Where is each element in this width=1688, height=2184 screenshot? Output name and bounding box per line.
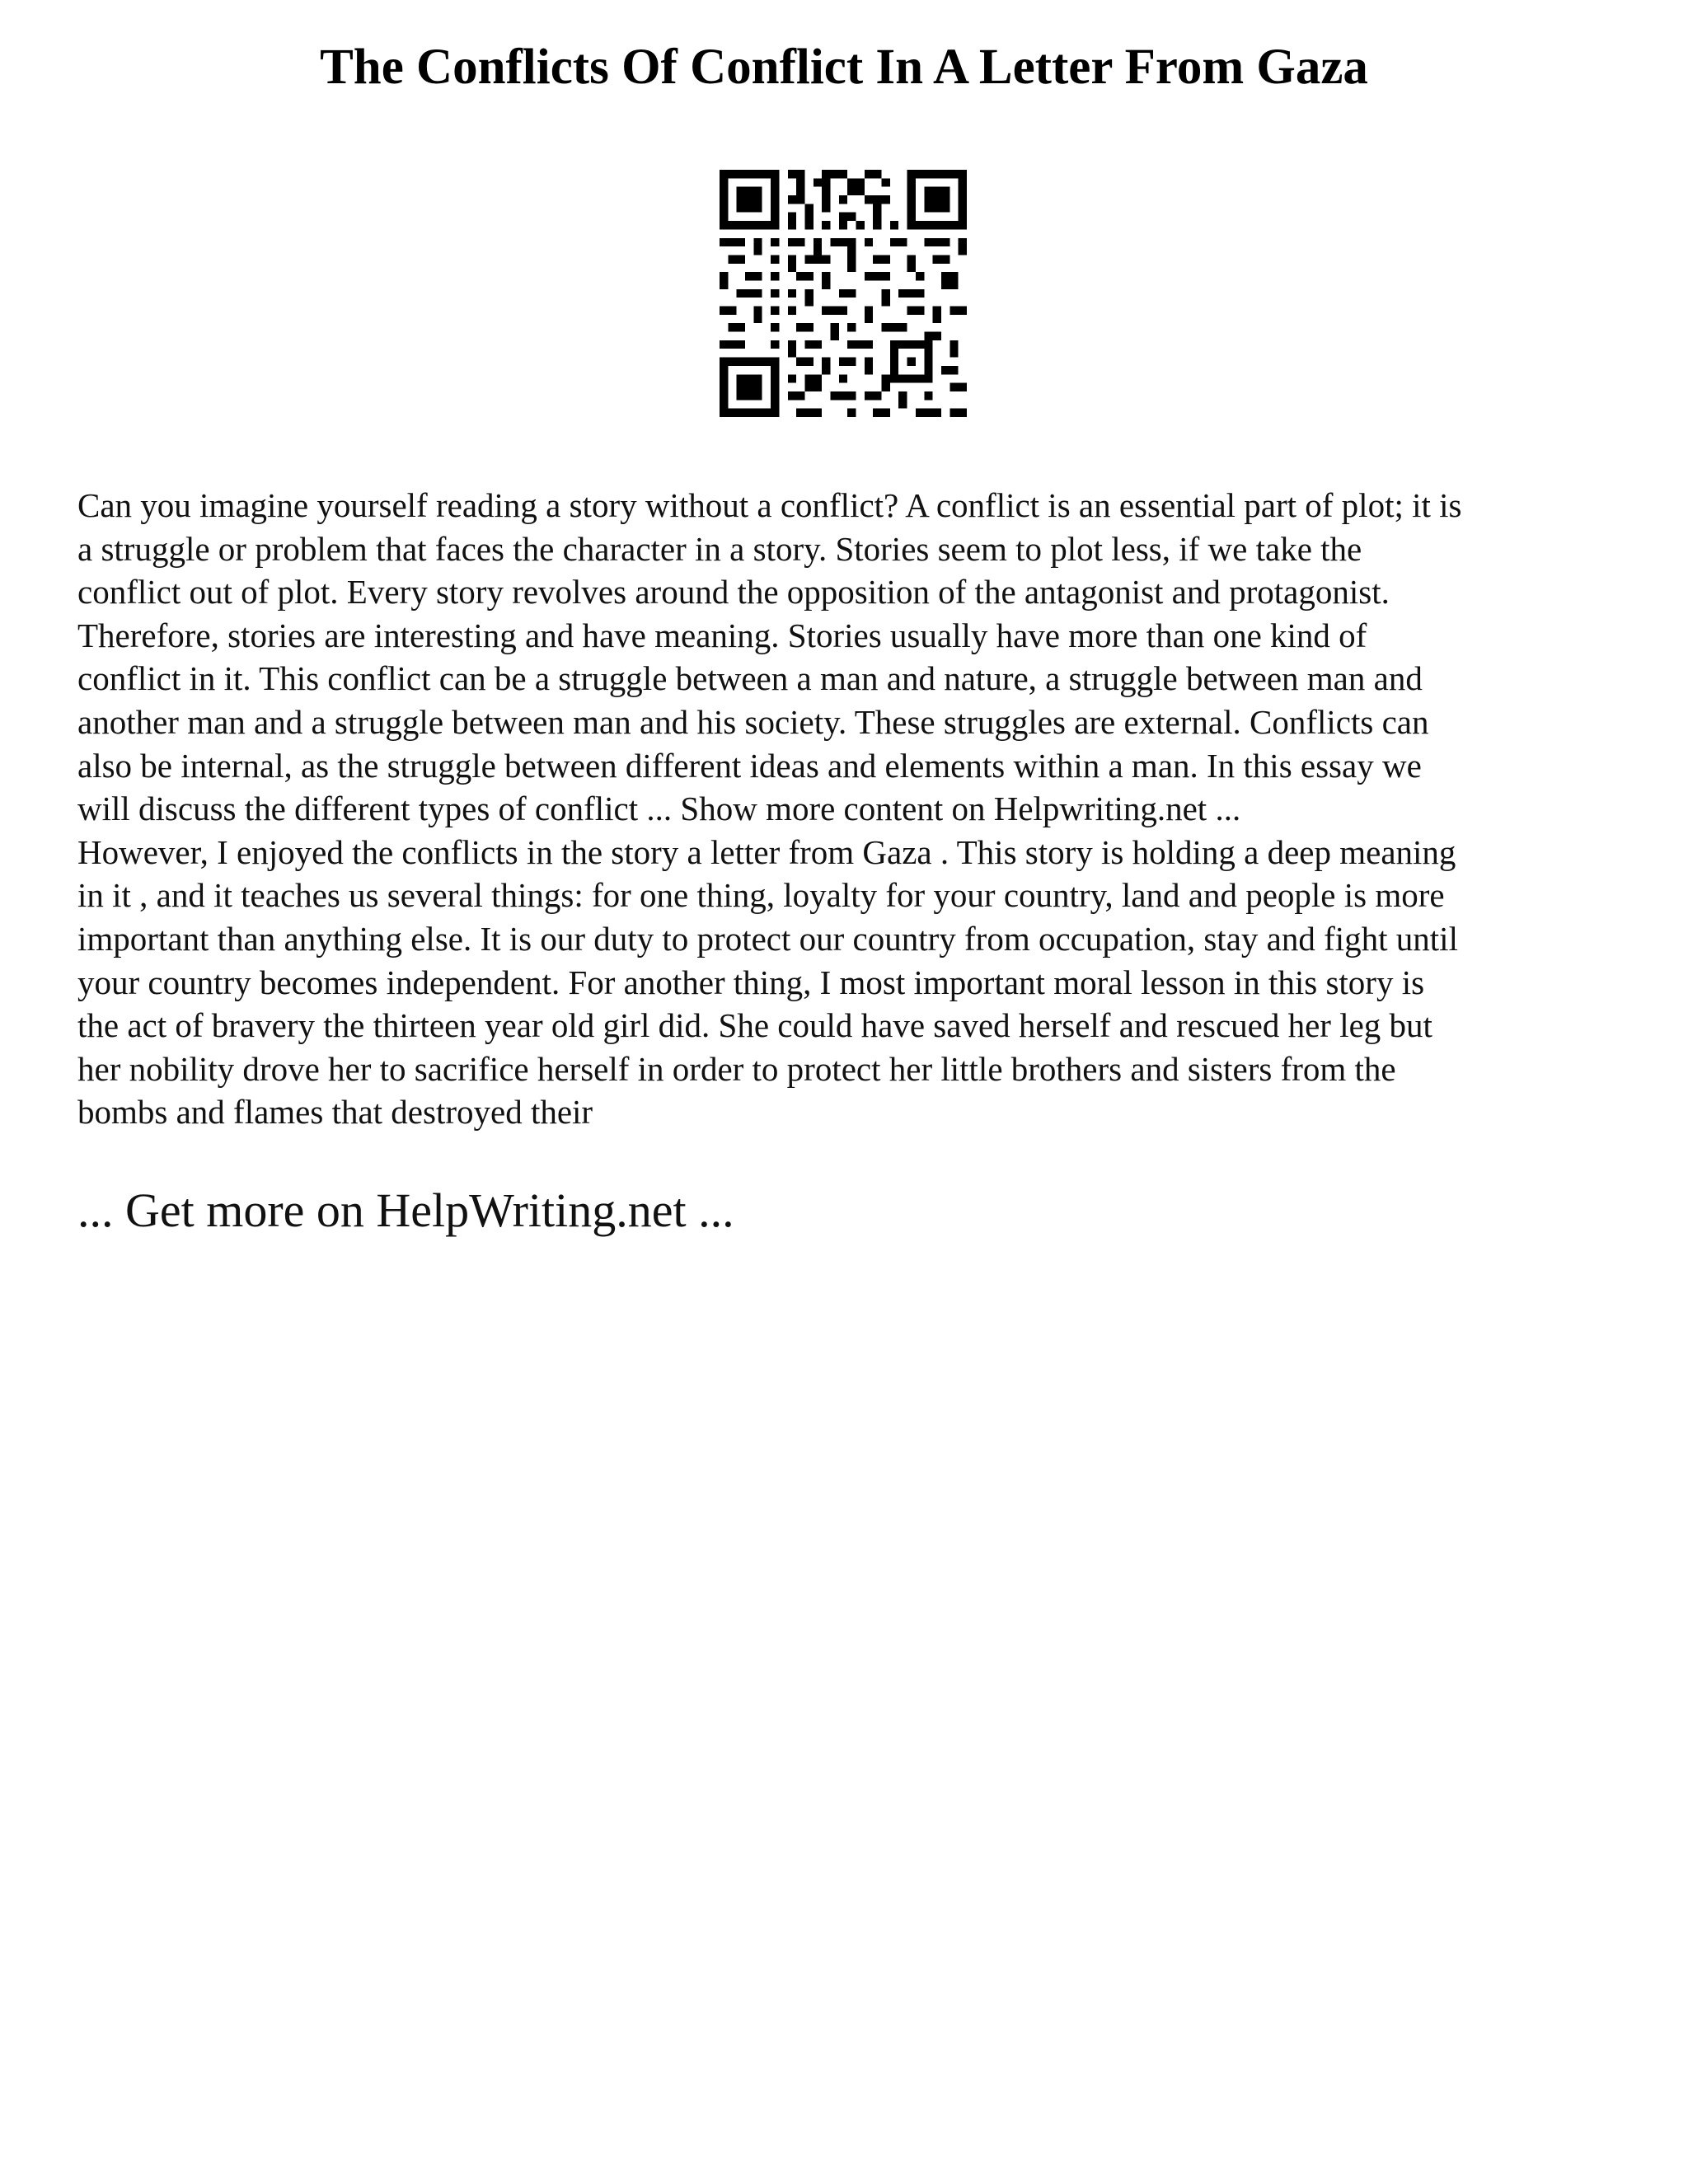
essay-paragraph: However, I enjoyed the conflicts in the story a letter from Gaza . This story is holding a deep meaning in it , and it teaches us several things: for one thing, loyalty for your country, land and people is more important than anything else. It is our duty to protect our country from occupation, stay and fight until your country becomes independent. For another thing, I most important moral lesson in this story is the act of bravery the thirteen year old girl did. She could have saved herself and rescued her leg but her nobility drove her to sacrifice herself in order to protect her little brothers and sisters from the bombs and flames that destroyed their xyxy=(77,832,1458,1132)
qr-code-graphic xyxy=(720,170,967,417)
get-more-link[interactable]: ... Get more on HelpWriting.net ... xyxy=(77,1183,734,1237)
essay-body xyxy=(77,484,1627,1134)
document-title: The Conflicts Of Conflict In A Letter From Gaza xyxy=(320,40,1368,95)
essay-paragraph: Can you imagine yourself reading a story without a conflict? A conflict is an essential part of plot; it is a struggle or problem that faces the character in a story. Stories seem to plot less, if we take the conflict out of plot. Every story revolves around the opposition of the antagonist and protagonist. Therefore, stories are interesting and have meaning. Stories usually have more than one kind of conflict in it. This conflict can be a struggle between a man and nature, a struggle between man and another man and a struggle between man and his society. These struggles are external. Conflicts can also be internal, as the struggle between different ideas and elements within a man. In this essay we will discuss the different types of conflict ... Show more content on Helpwriting.net ... xyxy=(77,486,1462,828)
qr-code-icon[interactable] xyxy=(720,170,967,417)
